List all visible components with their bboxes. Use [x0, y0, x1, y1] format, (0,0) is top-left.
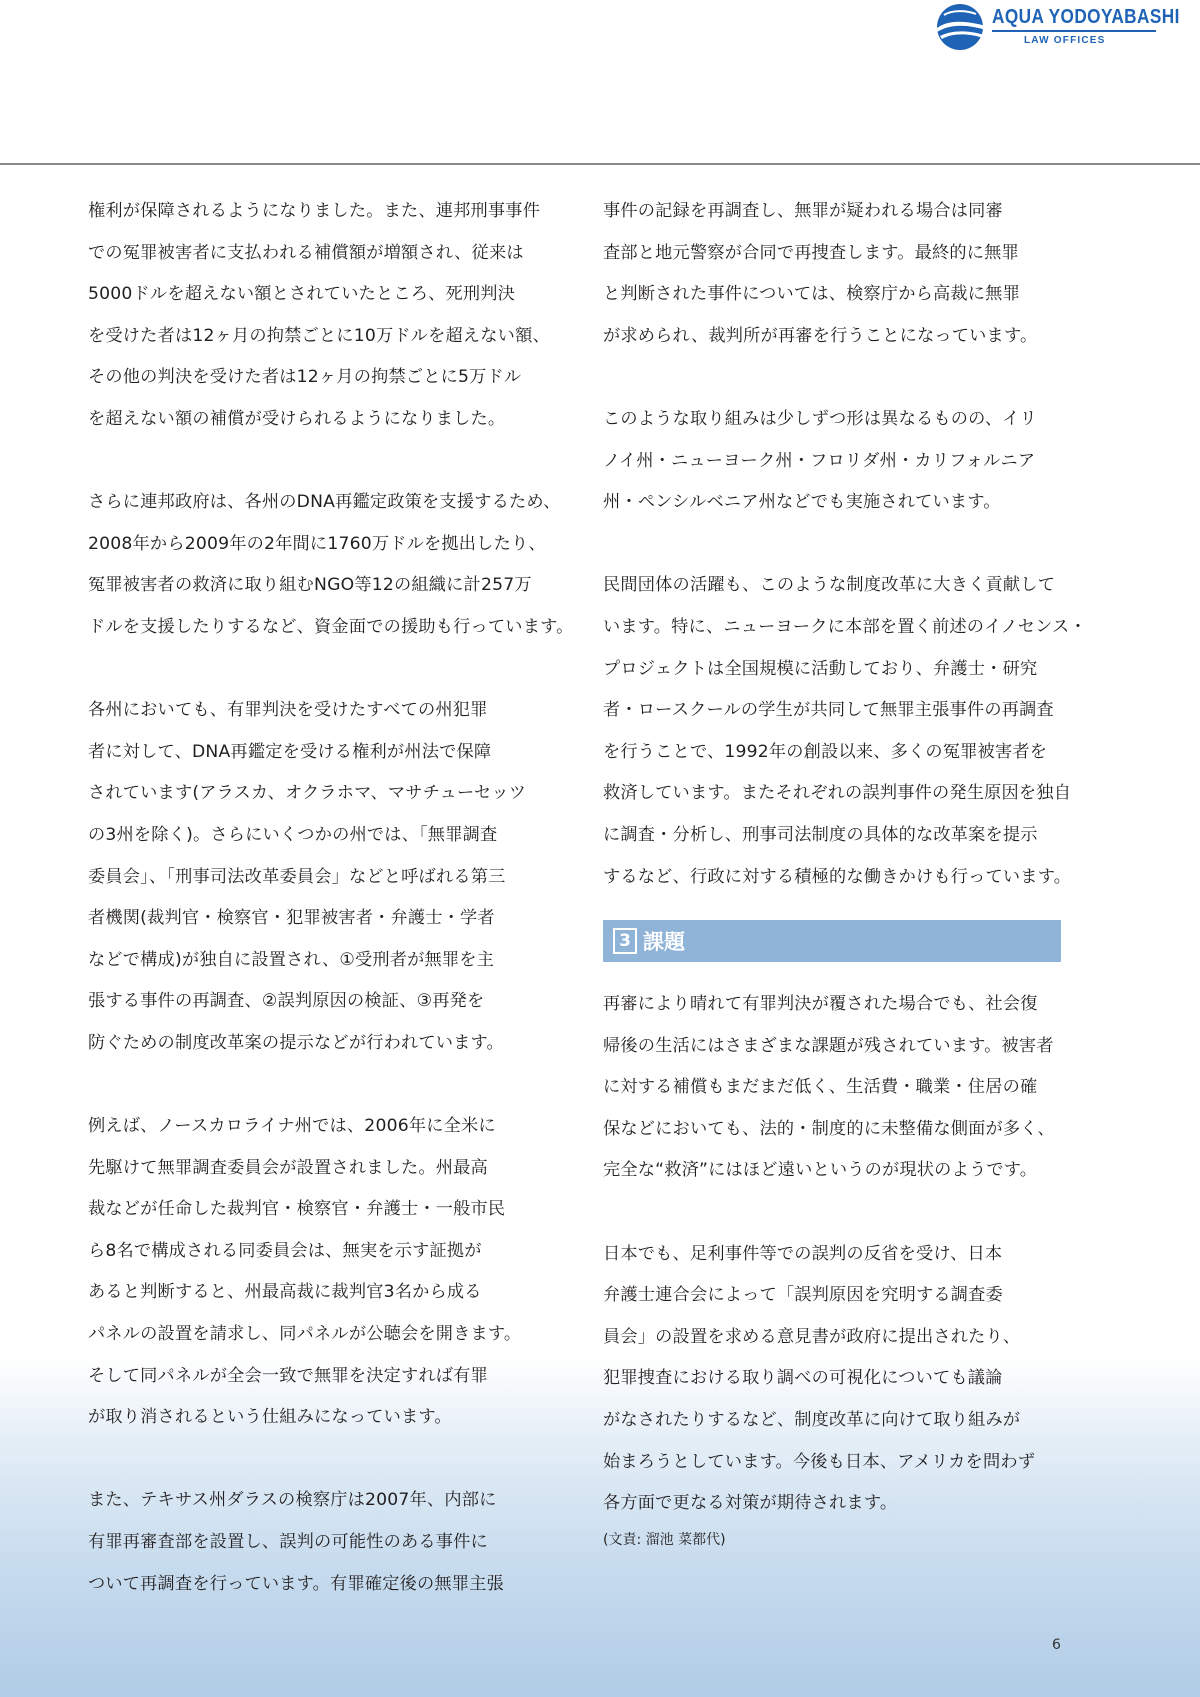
text-line: います。特に、ニューヨークに本部を置く前述のイノセンス・	[603, 616, 1087, 637]
text-line: と判断された事件については、検察庁から高裁に無罪	[603, 284, 1020, 305]
paragraph-gap	[603, 357, 1063, 399]
text-line: 例えば、ノースカロライナ州では、2006年に全米に	[88, 1116, 496, 1137]
paragraph	[88, 690, 548, 1064]
text-line: 日本でも、足利事件等での誤判の反省を受け、日本	[603, 1243, 1003, 1264]
paragraph	[603, 984, 1063, 1192]
text-line: 事件の記録を再調査し、無罪が疑われる場合は同審	[603, 201, 1003, 221]
section-heading	[603, 920, 1061, 962]
text-line: 救済しています。またそれぞれの誤判事件の発生原因を独自	[603, 783, 1072, 804]
text-line: 再審により晴れて有罪判決が覆された場合でも、社会復	[603, 994, 1038, 1015]
text-line: 始まろうとしています。今後も日本、アメリカを問わず	[603, 1451, 1036, 1472]
paragraph-gap	[88, 1064, 548, 1106]
text-line: 裁などが任命した裁判官・検察官・弁護士・一般市民	[88, 1199, 506, 1220]
text-line: ら8名で構成される同委員会は、無実を示す証拠が	[88, 1240, 482, 1261]
paragraph	[603, 191, 1063, 357]
text-line: 民間団体の活躍も、このような制度改革に大きく貢献して	[603, 575, 1056, 596]
text-line: また、テキサス州ダラスの検察庁は2007年、内部に	[88, 1490, 497, 1511]
text-line: での冤罪被害者に支払われる補償額が増額され、従来は	[88, 242, 524, 263]
paragraph	[603, 399, 1063, 524]
text-line: が求められ、裁判所が再審を行うことになっています。	[603, 325, 1038, 346]
text-line: ドルを支援したりするなど、資金面での援助も行っています。	[88, 616, 574, 637]
text-line: するなど、行政に対する積極的な働きかけも行っています。	[603, 866, 1072, 887]
brand-underline	[992, 30, 1156, 32]
text-line: 完全な“救済”にはほど遠いというのが現状のようです。	[603, 1160, 1038, 1181]
text-line: 州・ペンシルベニア州などでも実施されています。	[603, 492, 1001, 513]
text-line: ノイ州・ニューヨーク州・フロリダ州・カリフォルニア	[603, 450, 1036, 471]
text-line: を受けた者は12ヶ月の拘禁ごとに10万ドルを超えない額、	[88, 325, 550, 346]
paragraph-gap	[603, 1192, 1063, 1234]
text-line: 保などにおいても、法的・制度的に未整備な側面が多く、	[603, 1118, 1055, 1139]
text-line: 者機関(裁判官・検察官・犯罪被害者・弁護士・学者	[88, 908, 495, 929]
page-number: 6	[1052, 1637, 1061, 1653]
text-line: そして同パネルが全会一致で無罪を決定すれば有罪	[88, 1365, 488, 1386]
text-line: 査部と地元警察が合同で再捜査します。最終的に無罪	[603, 242, 1019, 263]
text-line: に対する補償もまだまだ低く、生活費・職業・住居の確	[603, 1077, 1038, 1098]
text-line: 者・ロースクールの学生が共同して無罪主張事件の再調査	[603, 700, 1054, 721]
text-line: その他の判決を受けた者は12ヶ月の拘禁ごとに5万ドル	[88, 367, 522, 388]
text-line: 各州においても、有罪判決を受けたすべての州犯罪	[88, 700, 488, 721]
author-credit: (文責: 溜池 菜都代)	[603, 1531, 726, 1548]
text-line: プロジェクトは全国規模に活動しており、弁護士・研究	[603, 658, 1038, 679]
text-line: 権利が保障されるようになりました。また、連邦刑事事件	[88, 201, 541, 221]
paragraph-gap	[88, 649, 548, 691]
wave-logo-icon	[934, 2, 990, 52]
text-line: パネルの設置を請求し、同パネルが公聴会を開きます。	[88, 1324, 522, 1345]
text-line: に調査・分析し、刑事司法制度の具体的な改革案を提示	[603, 824, 1038, 845]
brand-name: AQUA YODOYABASHI	[992, 6, 1180, 28]
text-line: 先駆けて無罪調査委員会が設置されました。州最高	[88, 1157, 488, 1178]
text-line: ついて再調査を行っています。有罪確定後の無罪主張	[88, 1573, 504, 1594]
text-line: このような取り組みは少しずつ形は異なるものの、イリ	[603, 408, 1038, 429]
paragraph-gap	[88, 441, 548, 483]
left-column	[88, 191, 574, 1605]
paragraph	[88, 1106, 548, 1439]
paragraph	[603, 1234, 1063, 1525]
text-line: されています(アラスカ、オクラホマ、マサチューセッツ	[88, 783, 527, 804]
text-line: 者に対して、DNA再鑑定を受ける権利が州法で保障	[88, 741, 492, 762]
text-line: が取り消されるという仕組みになっています。	[88, 1407, 452, 1428]
right-column	[603, 191, 1087, 1549]
paragraph	[603, 565, 1087, 898]
text-line: 帰後の生活にはさまざまな課題が残されています。被害者	[603, 1035, 1054, 1056]
text-line: 委員会」、「刑事司法改革委員会」などと呼ばれる第三	[88, 866, 506, 887]
text-line: がなされたりするなど、制度改革に向けて取り組みが	[603, 1410, 1021, 1431]
text-line: 弁護士連合会によって「誤判原因を究明する調査委	[603, 1285, 1003, 1306]
paragraph	[88, 482, 574, 648]
section-title: 課題	[643, 930, 685, 955]
paragraph	[88, 1480, 548, 1605]
text-line: あると判断すると、州最高裁に裁判官3名から成る	[88, 1282, 482, 1303]
text-line: を行うことで、1992年の創設以来、多くの冤罪被害者を	[603, 741, 1048, 762]
paragraph-gap	[88, 1439, 548, 1481]
text-line: さらに連邦政府は、各州のDNA再鑑定政策を支援するため、	[88, 492, 561, 513]
text-line: 犯罪捜査における取り調べの可視化についても議論	[603, 1368, 1003, 1389]
brand-logo	[934, 2, 1180, 52]
text-line: 2008年から2009年の2年間に1760万ドルを拠出したり、	[88, 533, 546, 554]
text-line: 各方面で更なる対策が期待されます。	[603, 1493, 898, 1514]
text-line: 5000ドルを超えない額とされていたところ、死刑判決	[88, 284, 516, 305]
text-line: 有罪再審査部を設置し、誤判の可能性のある事件に	[88, 1532, 488, 1552]
paragraph-gap	[603, 524, 1063, 566]
text-line: 張する事件の再調査、②誤判原因の検証、③再発を	[88, 991, 485, 1012]
right-column-top	[603, 191, 1087, 898]
text-line: 冤罪被害者の救済に取り組むNGO等12の組織に計257万	[88, 575, 532, 596]
header-divider	[0, 163, 1200, 165]
text-line: などで構成)が独自に設置され、①受刑者が無罪を主	[88, 949, 495, 970]
text-line: 員会」の設置を求める意見書が政府に提出されたり、	[603, 1326, 1021, 1347]
section-number: 3	[613, 928, 637, 954]
text-line: 防ぐための制度改革案の提示などが行われています。	[88, 1032, 504, 1053]
text-line: の3州を除く)。さらにいくつかの州では、「無罪調査	[88, 824, 498, 845]
brand-subtitle: LAW OFFICES	[1024, 35, 1106, 46]
text-line: を超えない額の補償が受けられるようになりました。	[88, 408, 506, 429]
right-column-bottom	[603, 984, 1063, 1525]
paragraph	[88, 191, 548, 441]
